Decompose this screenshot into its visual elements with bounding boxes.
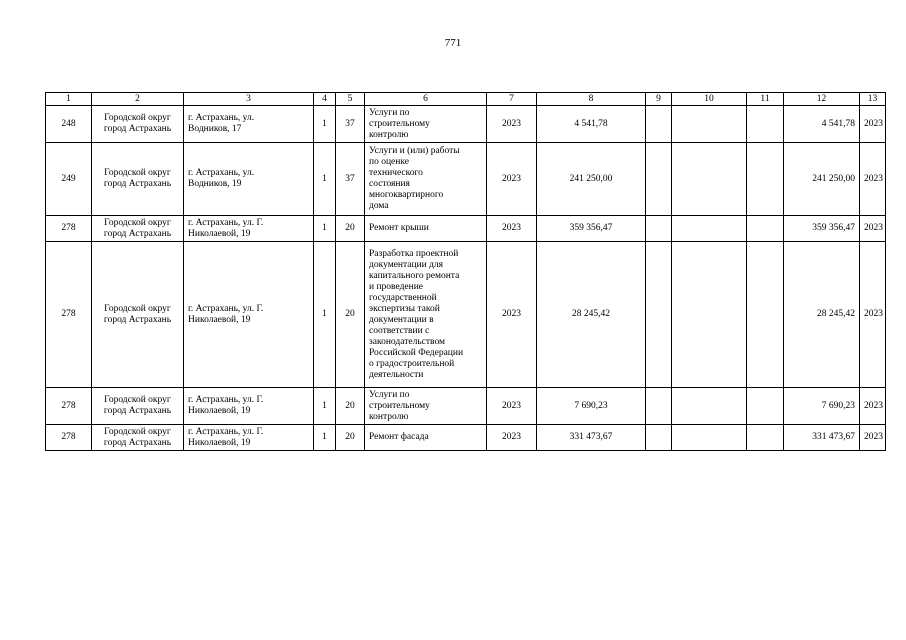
- work-type-cell-line: по оценке: [369, 157, 409, 167]
- col5-cell: 20: [336, 425, 365, 451]
- municipality-cell-line: город Астрахань: [103, 406, 172, 416]
- col11-cell: [747, 106, 784, 143]
- column-number-row: [46, 93, 886, 106]
- completion-year-cell: 2023: [860, 106, 886, 143]
- col9-cell: [646, 106, 672, 143]
- table-body: [46, 106, 886, 451]
- total-cost-cell: 7 690,23: [784, 388, 860, 425]
- municipality-cell-line: Городской округ: [104, 426, 171, 437]
- municipality-cell-line: Городской округ: [104, 217, 171, 228]
- col4-cell: 1: [314, 143, 336, 216]
- work-type-cell: [365, 216, 487, 242]
- col4-cell: 1: [314, 388, 336, 425]
- column-header: 2: [92, 93, 184, 106]
- column-header: 4: [314, 93, 336, 106]
- total-cost-cell: 28 245,42: [784, 242, 860, 388]
- work-type-cell-line: контролю: [369, 411, 409, 422]
- work-type-cell-line: строительному: [369, 400, 430, 411]
- address-cell: [184, 425, 314, 451]
- work-type-cell-line: деятельности: [369, 369, 424, 380]
- table-row: [46, 388, 886, 425]
- municipality-cell: [92, 143, 184, 216]
- page-number: 771: [444, 37, 462, 49]
- completion-year-cell: 2023: [860, 143, 886, 216]
- col9-cell: [646, 425, 672, 451]
- address-cell-line: г. Астрахань, ул. Г.: [188, 303, 264, 314]
- address-cell: [184, 216, 314, 242]
- col5-cell: 20: [336, 388, 365, 425]
- municipality-cell-line: город Астрахань: [103, 228, 172, 239]
- col9-cell: [646, 143, 672, 216]
- year-cell: 2023: [487, 216, 537, 242]
- address-cell-line: г. Астрахань, ул. Г.: [188, 426, 264, 437]
- column-header: 1: [46, 93, 92, 106]
- municipality-cell-line: Городской округ: [104, 395, 171, 405]
- table-row: [46, 143, 886, 216]
- work-type-cell-line: государственной: [369, 292, 437, 303]
- total-cost-cell: 4 541,78: [784, 106, 860, 143]
- year-cell: 2023: [487, 388, 537, 425]
- col9-cell: [646, 216, 672, 242]
- total-cost-cell: 331 473,67: [784, 425, 860, 451]
- work-type-cell-line: состояния: [369, 179, 410, 189]
- col9-cell: [646, 242, 672, 388]
- table-row: [46, 106, 886, 143]
- col10-cell: [672, 388, 747, 425]
- completion-year-cell: 2023: [860, 242, 886, 388]
- address-cell-line: г. Астрахань, ул. Г.: [188, 217, 264, 228]
- row-number-cell: 249: [46, 143, 92, 216]
- table-row: [46, 216, 886, 242]
- year-cell: 2023: [487, 425, 537, 451]
- address-cell-line: Водников, 17: [188, 124, 242, 134]
- municipality-cell: [92, 425, 184, 451]
- col10-cell: [672, 106, 747, 143]
- column-header: 5: [336, 93, 365, 106]
- work-type-cell-line: документации для: [369, 259, 444, 270]
- municipality-cell-line: Городской округ: [104, 113, 171, 123]
- col10-cell: [672, 143, 747, 216]
- data-table: [45, 92, 886, 451]
- address-cell: [184, 388, 314, 425]
- completion-year-cell: 2023: [860, 425, 886, 451]
- column-header: 9: [646, 93, 672, 106]
- col5-cell: 20: [336, 216, 365, 242]
- address-cell-line: г. Астрахань, ул. Г.: [188, 395, 264, 405]
- col11-cell: [747, 425, 784, 451]
- column-header: 12: [784, 93, 860, 106]
- total-cost-cell: 359 356,47: [784, 216, 860, 242]
- work-type-cell: [365, 425, 487, 451]
- address-cell-line: Водников, 19: [188, 179, 242, 189]
- work-type-cell-line: многоквартирного: [369, 190, 444, 200]
- work-type-cell-line: законодательством: [369, 336, 446, 347]
- work-type-cell-line: документации в: [369, 314, 434, 325]
- cost-cell: 28 245,42: [537, 242, 646, 388]
- col11-cell: [747, 216, 784, 242]
- address-cell: [184, 143, 314, 216]
- address-cell-line: Николаевой, 19: [188, 314, 251, 325]
- completion-year-cell: 2023: [860, 216, 886, 242]
- column-header: 10: [672, 93, 747, 106]
- municipality-cell-line: город Астрахань: [103, 314, 172, 325]
- column-header: 7: [487, 93, 537, 106]
- work-type-cell-line: экспертизы такой: [369, 303, 440, 314]
- municipality-cell-line: Городской округ: [104, 168, 171, 178]
- municipality-cell-line: Городской округ: [104, 303, 171, 314]
- address-cell-line: г. Астрахань, ул.: [188, 113, 255, 123]
- work-type-cell-line: Разработка проектной: [369, 248, 459, 259]
- table-row: [46, 425, 886, 451]
- column-header: 8: [537, 93, 646, 106]
- completion-year-cell: 2023: [860, 388, 886, 425]
- work-type-cell-line: строительному: [369, 118, 430, 129]
- address-cell: [184, 106, 314, 143]
- work-type-cell: [365, 143, 487, 216]
- cost-cell: 241 250,00: [537, 143, 646, 216]
- address-cell-line: Николаевой, 19: [188, 437, 251, 448]
- municipality-cell: [92, 242, 184, 388]
- table-row: [46, 242, 886, 388]
- col11-cell: [747, 388, 784, 425]
- work-type-cell-line: капитального ремонта: [369, 270, 460, 281]
- work-type-cell-line: и проведение: [369, 281, 423, 292]
- address-cell-line: г. Астрахань, ул.: [188, 168, 255, 178]
- work-type-cell-line: Российской Федерации: [369, 347, 464, 358]
- col5-cell: 37: [336, 106, 365, 143]
- work-type-cell-line: Услуги по: [369, 389, 410, 400]
- col11-cell: [747, 242, 784, 388]
- work-type-cell-line: Услуги по: [369, 107, 410, 118]
- address-cell-line: Николаевой, 19: [188, 406, 251, 416]
- col5-cell: 37: [336, 143, 365, 216]
- column-header: 3: [184, 93, 314, 106]
- col4-cell: 1: [314, 425, 336, 451]
- cost-cell: 331 473,67: [537, 425, 646, 451]
- col4-cell: 1: [314, 216, 336, 242]
- cost-cell: 7 690,23: [537, 388, 646, 425]
- column-header: 6: [365, 93, 487, 106]
- col4-cell: 1: [314, 106, 336, 143]
- col5-cell: 20: [336, 242, 365, 388]
- year-cell: 2023: [487, 143, 537, 216]
- cost-cell: 4 541,78: [537, 106, 646, 143]
- work-type-cell-line: контролю: [369, 129, 409, 140]
- work-type-cell: [365, 388, 487, 425]
- work-type-cell: [365, 106, 487, 143]
- municipality-cell-line: город Астрахань: [103, 124, 172, 134]
- column-header: 11: [747, 93, 784, 106]
- col10-cell: [672, 425, 747, 451]
- work-type-cell-line: дома: [369, 201, 389, 211]
- column-header: 13: [860, 93, 886, 106]
- municipality-cell: [92, 106, 184, 143]
- work-type-cell-line: соответствии с: [369, 325, 430, 336]
- work-type-cell-line: о градостроительной: [369, 358, 455, 369]
- work-type-cell-line: технического: [369, 168, 423, 178]
- row-number-cell: 278: [46, 242, 92, 388]
- municipality-cell: [92, 388, 184, 425]
- row-number-cell: 278: [46, 425, 92, 451]
- row-number-cell: 278: [46, 388, 92, 425]
- col4-cell: 1: [314, 242, 336, 388]
- col10-cell: [672, 216, 747, 242]
- col9-cell: [646, 388, 672, 425]
- col10-cell: [672, 242, 747, 388]
- work-type-cell-line: Ремонт фасада: [369, 432, 429, 442]
- year-cell: 2023: [487, 106, 537, 143]
- year-cell: 2023: [487, 242, 537, 388]
- total-cost-cell: 241 250,00: [784, 143, 860, 216]
- address-cell: [184, 242, 314, 388]
- work-type-cell-line: Ремонт крыши: [369, 223, 429, 233]
- municipality-cell-line: город Астрахань: [103, 437, 172, 448]
- work-type-cell: [365, 242, 487, 388]
- col11-cell: [747, 143, 784, 216]
- row-number-cell: 248: [46, 106, 92, 143]
- municipality-cell: [92, 216, 184, 242]
- municipality-cell-line: город Астрахань: [103, 179, 172, 189]
- work-type-cell-line: Услуги и (или) работы: [369, 146, 460, 156]
- address-cell-line: Николаевой, 19: [188, 228, 251, 239]
- row-number-cell: 278: [46, 216, 92, 242]
- cost-cell: 359 356,47: [537, 216, 646, 242]
